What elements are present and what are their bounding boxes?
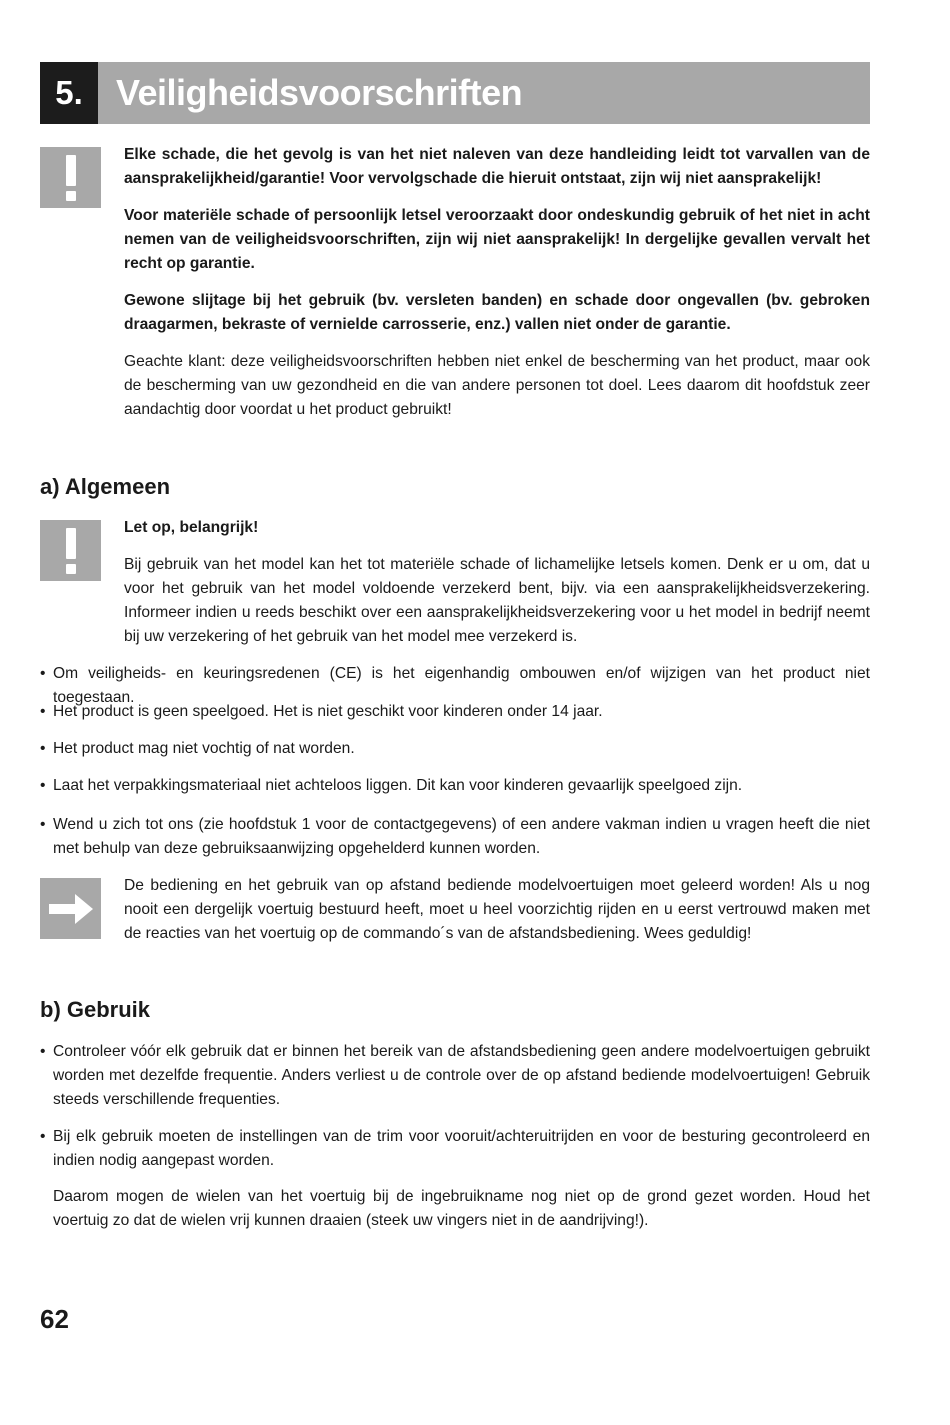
chapter-header	[40, 62, 870, 124]
tip-text: De bediening en het gebruik van op afstand bediende modelvoertuigen moet geleerd worden! Als u nog nooit een dergelijk voertuig bestuurd heeft, moet u heel voorzichtig rijden en u eerst vertrouwd maken met de reacties van het voertuig op de commando´s van de afstandsbediening. Wees geduldig!	[124, 877, 870, 942]
list-item: • Bij elk gebruik moeten de instellingen van de trim voor vooruit/achteruitrijden en voor de besturing gecontroleerd en indien nodig aangepast worden.	[40, 1125, 870, 1173]
intro-paragraph-1: Elke schade, die het gevolg is van het niet naleven van deze handleiding leidt tot varvallen van de aansprakelijkheid/garantie! Voor vervolgschade die hieruit ontstaat, zijn wij niet aansprakelijk!	[124, 146, 870, 187]
chapter-number: 5.	[40, 62, 98, 124]
list-item: • Het product is geen speelgoed. Het is niet geschikt voor kinderen onder 14 jaar.	[40, 700, 870, 724]
arrow-right-icon	[40, 878, 101, 939]
section-heading-gebruik: b) Gebruik	[40, 997, 151, 1022]
chapter-title: Veiligheidsvoorschriften	[98, 62, 870, 124]
intro-paragraph-4: Geachte klant: deze veiligheidsvoorschriften hebben niet enkel de bescherming van het product, maar ook de bescherming van uw gezondheid en die van andere personen tot doel. Lees daarom dit hoofdstuk zeer aandachtig door voordat u het product gebruikt!	[124, 353, 870, 418]
exclamation-icon	[40, 147, 101, 208]
list-item: • Controleer vóór elk gebruik dat er binnen het bereik van de afstandsbediening geen andere modelvoertuigen gebruikt worden met dezelfde frequentie. Anders verliest u de controle over de op afstand bediende modelvoertuigen! Gebruik steeds verschillende frequenties.	[40, 1040, 870, 1112]
exclamation-icon	[40, 520, 101, 581]
section-heading-algemeen: a) Algemeen	[40, 474, 171, 499]
warning-title: Let op, belangrijk!	[124, 519, 259, 536]
list-item: • Laat het verpakkingsmateriaal niet achteloos liggen. Dit kan voor kinderen gevaarlijk speelgoed zijn.	[40, 774, 870, 798]
warning-text: Bij gebruik van het model kan het tot materiële schade of lichamelijke letsels komen. Denk er u om, dat u voor het gebruik van het model voldoende verzekerd bent, bijv. via een aansprakelijkheidsverzekering. Informeer indien u reeds beschikt over een aansprakelijkheidsverzekering voor u het model in bedrijf neemt bij uw verzekering of het gebruik van het model mee verzekerd is.	[124, 556, 870, 645]
warning-block	[124, 516, 870, 649]
intro-paragraph-2: Voor materiële schade of persoonlijk letsel veroorzaakt door ondeskundig gebruik of het niet in acht nemen van de veiligheidsvoorschriften, zijn wij niet aansprakelijk! In dergelijke gevallen vervalt het recht op garantie.	[124, 207, 870, 272]
list-item: • Het product mag niet vochtig of nat worden.	[40, 737, 870, 761]
page-number: 62	[40, 1304, 69, 1334]
list-item: • Wend u zich tot ons (zie hoofdstuk 1 voor de contactgegevens) of een andere vakman indien u vragen heeft die niet met behulp van deze gebruiksaanwijzing opgehelderd kunnen worden.	[40, 813, 870, 861]
list-item: • Om veiligheids- en keuringsredenen (CE) is het eigenhandig ombouwen en/of wijzigen van het product niet toegestaan.	[40, 662, 870, 710]
intro-paragraph-3: Gewone slijtage bij het gebruik (bv. versleten banden) en schade door ongevallen (bv. gebroken draagarmen, bekraste of vernielde carrosserie, enz.) vallen niet onder de garantie.	[124, 292, 870, 333]
usage-note: Daarom mogen de wielen van het voertuig bij de ingebruikname nog niet op de grond gezet worden. Houd het voertuig zo dat de wielen vrij kunnen draaien (steek uw vingers niet in de aandrijving!).	[53, 1188, 870, 1229]
intro-text	[124, 143, 870, 422]
